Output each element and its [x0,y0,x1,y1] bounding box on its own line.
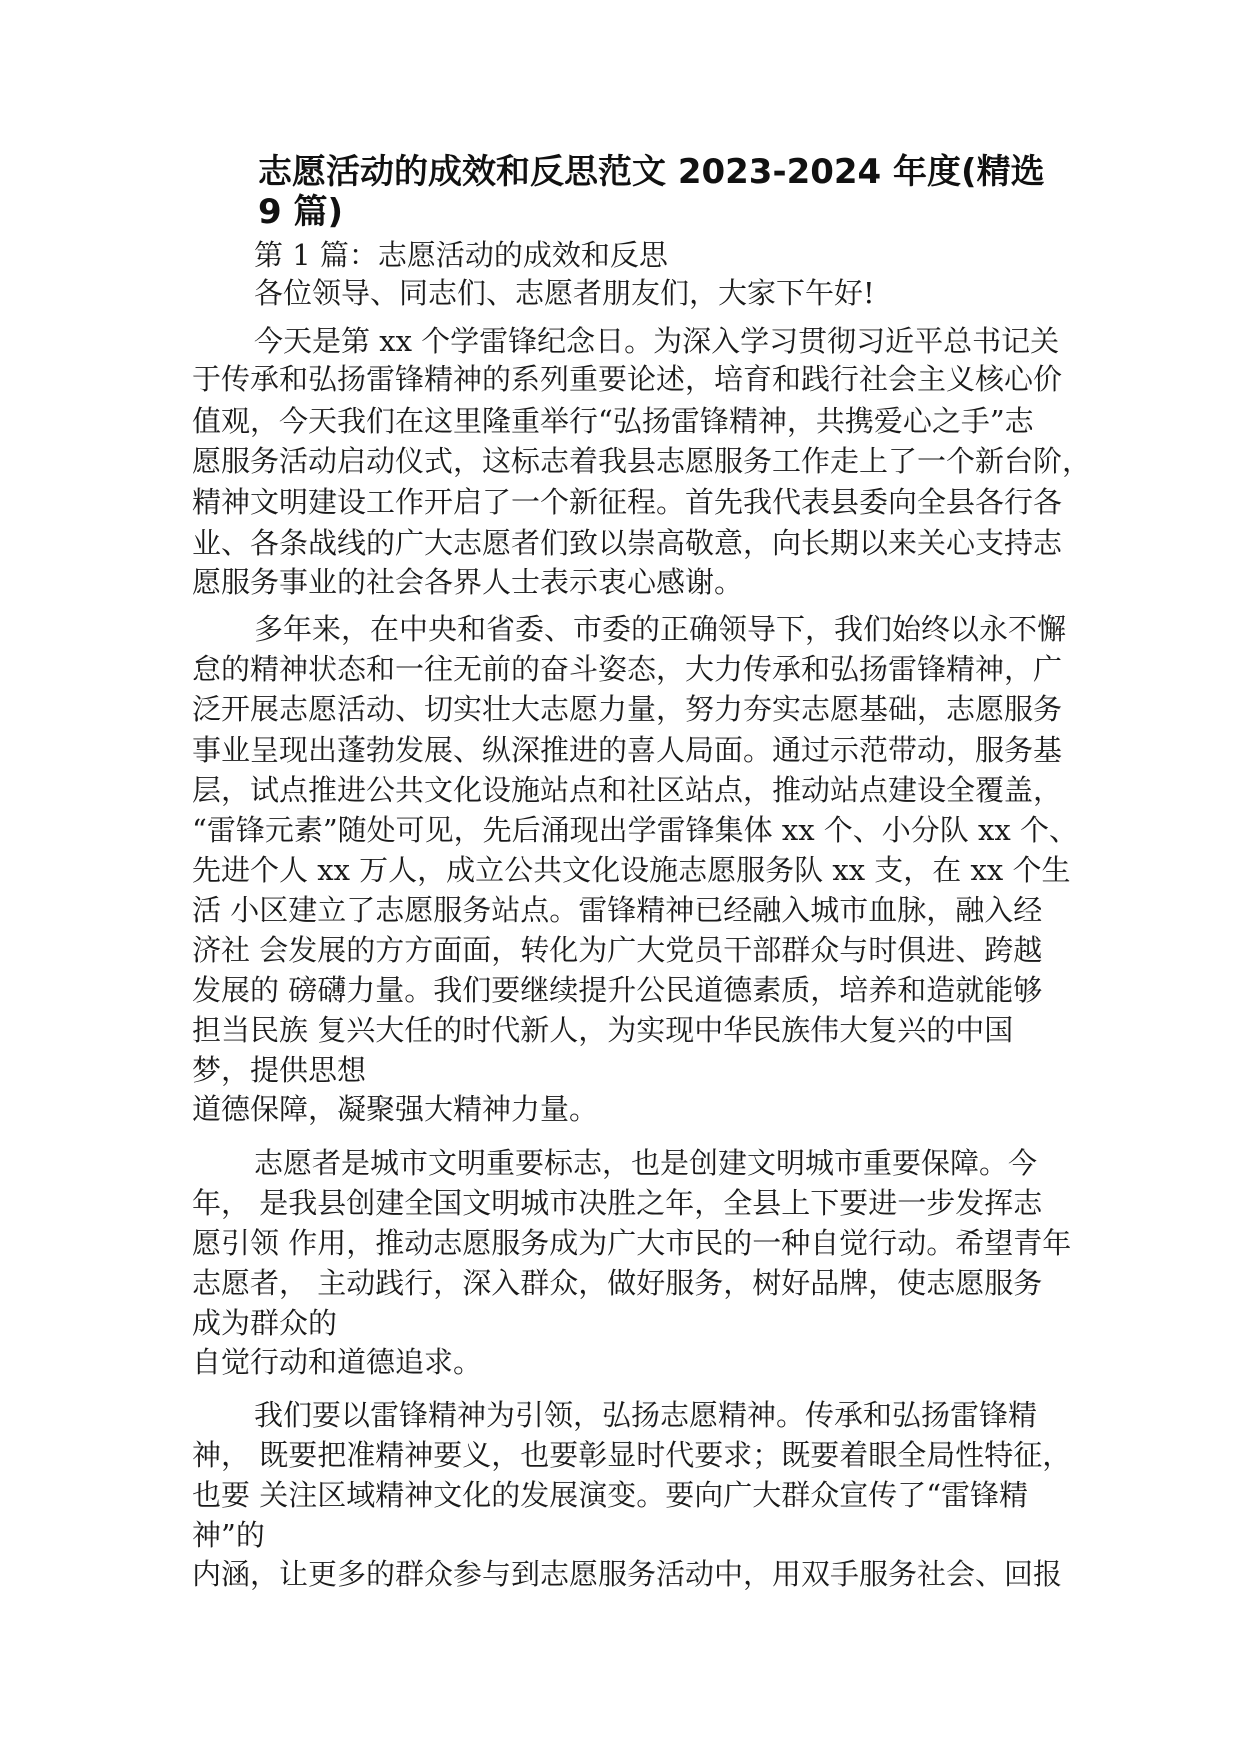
text-line: 梦，提供思想 [192,1053,367,1087]
text-line: 道德保障，凝聚强大精神力量。 [192,1092,599,1126]
text-line: 神， 既要把准精神要义，也要彰显时代要求；既要着眼全局性特征， [192,1438,1072,1472]
text-line: 先进个人 xx 万人，成立公共文化设施志愿服务队 xx 支，在 xx 个生 [192,853,1071,887]
text-line: 济社 会发展的方方面面，转化为广大党员干部群众与时俱进、跨越 [192,933,1043,967]
text-line: 精神文明建设工作开启了一个新征程。首先我代表县委向全县各行各 [192,485,1063,519]
text-line: 年， 是我县创建全国文明城市决胜之年，全县上下要进一步发挥志 [192,1186,1043,1220]
text-line: 事业呈现出蓬勃发展、纵深推进的喜人局面。通过示范带动，服务基 [192,733,1063,767]
text-line: 愿服务活动启动仪式，这标志着我县志愿服务工作走上了一个新台阶， [192,444,1092,478]
text-line: 多年来，在中央和省委、市委的正确领导下，我们始终以永不懈 [254,612,1067,646]
section-heading: 第 1 篇：志愿活动的成效和反思 [254,238,668,272]
document-title: 志愿活动的成效和反思范文 2023-2024 年度(精选 9 篇) [258,152,1045,232]
text-line: 于传承和弘扬雷锋精神的系列重要论述，培育和践行社会主义核心价 [192,362,1063,396]
text-line: 各位领导、同志们、志愿者朋友们，大家下午好! [254,276,875,310]
text-line: 担当民族 复兴大任的时代新人，为实现中华民族伟大复兴的中国 [192,1013,1014,1047]
text-line: 值观，今天我们在这里隆重举行“弘扬雷锋精神，共携爱心之手”志 [192,404,1034,438]
text-line: 今天是第 xx 个学雷锋纪念日。为深入学习贯彻习近平总书记关 [254,324,1060,358]
text-line: 愿引领 作用，推动志愿服务成为广大市民的一种自觉行动。希望青年 [192,1226,1072,1260]
text-line: 发展的 磅礴力量。我们要继续提升公民道德素质，培养和造就能够 [192,973,1043,1007]
text-line: 志愿者是城市文明重要标志，也是创建文明城市重要保障。今 [254,1146,1038,1180]
text-line: 自觉行动和道德追求。 [192,1345,483,1379]
text-line: 成为群众的 [192,1306,338,1340]
text-line: 业、各条战线的广大志愿者们致以崇高敬意，向长期以来关心支持志 [192,526,1063,560]
text-line: 愿服务事业的社会各界人士表示衷心感谢。 [192,565,744,599]
text-line: 内涵，让更多的群众参与到志愿服务活动中，用双手服务社会、回报 [192,1557,1063,1591]
text-line: 活 小区建立了志愿服务站点。雷锋精神已经融入城市血脉，融入经 [192,893,1043,927]
text-line: 泛开展志愿活动、切实壮大志愿力量，努力夯实志愿基础，志愿服务 [192,692,1063,726]
text-line: 层，试点推进公共文化设施站点和社区站点，推动站点建设全覆盖， [192,773,1063,807]
text-line: 我们要以雷锋精神为引领，弘扬志愿精神。传承和弘扬雷锋精 [254,1398,1038,1432]
text-line: 神”的 [192,1518,265,1552]
text-line: 志愿者， 主动践行，深入群众，做好服务，树好品牌，使志愿服务 [192,1266,1043,1300]
text-line: 怠的精神状态和一往无前的奋斗姿态，大力传承和弘扬雷锋精神，广 [192,652,1063,686]
text-line: “雷锋元素”随处可见，先后涌现出学雷锋集体 xx 个、小分队 xx 个、 [192,813,1078,847]
text-line: 也要 关注区域精神文化的发展演变。要向广大群众宣传了“雷锋精 [192,1478,1029,1512]
